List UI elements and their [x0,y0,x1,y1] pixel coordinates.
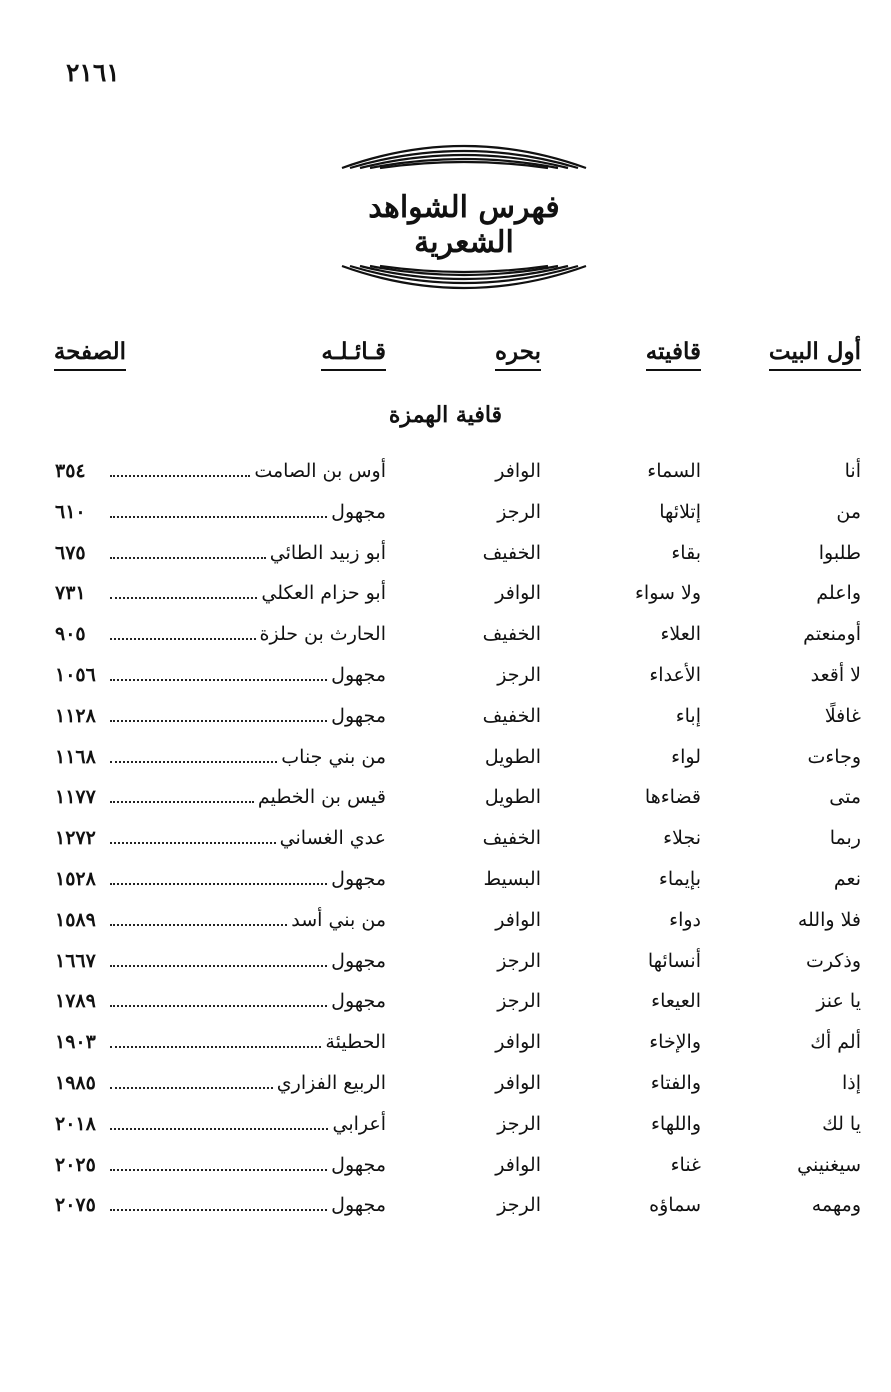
meter: الخفيف [482,541,541,564]
poet-cell [106,1194,386,1216]
page-ref: ١٦٦٧ [55,949,96,972]
rhyme: الأعداء [649,663,701,686]
poet-cell [106,950,386,972]
poet: أعرابي [332,1112,386,1135]
leader-dots [110,1046,321,1048]
page-ref: ٩٠٥ [55,623,86,646]
title-ornament [338,128,590,306]
rhyme: دواء [669,908,701,931]
meter: الرجز [497,500,541,523]
page-ref: ١٩٠٣ [55,1031,96,1054]
poet: مجهول [331,500,386,523]
poet-cell [106,1072,386,1094]
section-title: قافية الهمزة [388,402,503,428]
index-title: فهرس الشواهد الشعرية [368,190,560,260]
meter: الرجز [497,949,541,972]
first-word: طلبوا [818,541,861,564]
poet-cell [106,868,386,890]
leader-dots [110,761,277,763]
page-ref: ١٧٨٩ [55,990,96,1013]
page-ref: ٢٠٢٥ [55,1153,96,1176]
first-word: فلا والله [797,908,861,931]
meter: البسيط [483,867,541,890]
first-word: أنا [844,460,861,482]
header-page: الصفحة [54,338,126,371]
poet-cell [106,827,386,849]
index-table [0,460,891,1235]
meter: الخفيف [482,623,541,646]
first-word: أومنعتم [803,623,861,646]
rhyme: العيعاء [651,990,701,1013]
first-word: لا أقعد [810,663,861,686]
first-word: وجاءت [807,745,861,768]
leader-dots [110,801,254,803]
header-rhyme: قافيته [646,338,701,371]
rhyme: أنسائها [647,949,701,972]
table-row [0,868,891,909]
rhyme: بإيماء [658,867,701,890]
rhyme: ولا سواء [635,582,701,605]
poet-cell [106,990,386,1012]
meter: الخفيف [482,827,541,850]
page-ref: ١٥٢٨ [55,867,96,890]
page-ref: ٣٥٤ [55,460,86,482]
table-row [0,1194,891,1235]
rhyme: والفتاء [650,1071,701,1094]
leader-dots [110,1209,327,1211]
poet: من بني جناب [281,745,386,768]
poet-cell [106,746,386,768]
table-row [0,460,891,501]
table-row [0,705,891,746]
rhyme: السماء [647,460,701,482]
page-ref: ٢٠١٨ [55,1112,96,1135]
poet: مجهول [331,1194,386,1217]
leader-dots [110,1128,328,1130]
poet-cell [106,1031,386,1053]
page-ref: ١٠٥٦ [55,663,96,686]
first-word: واعلم [816,582,861,605]
page-ref: ١١٧٧ [55,786,96,809]
rhyme: غناء [670,1153,701,1176]
table-row [0,623,891,664]
first-word: إذا [841,1071,861,1094]
poet: من بني أسد [291,908,386,931]
table-row [0,542,891,583]
leader-dots [110,842,276,844]
first-word: يا عنز [816,990,861,1013]
poet: مجهول [331,867,386,890]
poet: مجهول [331,990,386,1013]
leader-dots [110,638,256,640]
poet: قيس بن الخطيم [257,786,386,809]
meter: الوافر [495,908,541,931]
rhyme: والإخاء [649,1031,701,1054]
column-headers [0,338,891,382]
meter: الوافر [495,582,541,605]
poet: مجهول [331,704,386,727]
rhyme: سماؤه [649,1194,701,1217]
header-poet: قـائـلـه [321,338,386,371]
page-ref: ١١٢٨ [55,704,96,727]
poet-cell [106,501,386,523]
poet: أبو حزام العكلي [261,582,386,605]
poet-cell [106,623,386,645]
table-row [0,1031,891,1072]
rhyme: العلاء [660,623,701,646]
poet: الحطيئة [325,1031,386,1054]
table-row [0,950,891,991]
rhyme: إباء [675,704,701,727]
page-ref: ٦١٠ [55,500,86,523]
poet-cell [106,705,386,727]
table-row [0,909,891,950]
leader-dots [110,1005,327,1007]
page-ref: ١٢٧٢ [55,827,96,850]
first-word: وذكرت [805,949,861,972]
meter: الوافر [495,1031,541,1054]
leader-dots [110,516,327,518]
first-word: ربما [829,827,861,850]
table-row [0,1113,891,1154]
rhyme: بقاء [671,541,701,564]
poet: عدي الغساني [279,827,386,850]
poet-cell [106,1154,386,1176]
first-word: نعم [833,867,861,890]
rhyme: قضاءها [644,786,701,809]
poet: الحارث بن حلزة [259,623,386,646]
poet-cell [106,582,386,604]
first-word: ألم أك [810,1031,861,1054]
poet-cell [106,786,386,808]
page-ref: ١٩٨٥ [55,1071,96,1094]
poet-cell [106,909,386,931]
leader-dots [110,883,327,885]
first-word: من [836,500,861,523]
header-meter: بحره [495,338,541,371]
poet: مجهول [331,663,386,686]
table-row [0,827,891,868]
page-ref: ٦٧٥ [55,541,86,564]
leader-dots [110,965,327,967]
poet: أوس بن الصامت [254,460,386,482]
leader-dots [110,720,327,722]
poet: الربيع الفزاري [276,1071,386,1094]
meter: الرجز [497,1112,541,1135]
table-row [0,501,891,542]
first-word: غافلًا [824,704,861,727]
meter: الوافر [495,460,541,482]
poet-cell [106,664,386,686]
leader-dots [110,924,287,926]
poet-cell [106,460,386,482]
page-ref: ١٥٨٩ [55,908,96,931]
poet-cell [106,1113,386,1135]
rhyme: واللهاء [650,1112,701,1135]
first-word: ومهمه [811,1194,861,1217]
page-ref: ١١٦٨ [55,745,96,768]
first-word: متى [829,786,861,809]
table-row [0,664,891,705]
leader-dots [110,1169,327,1171]
table-row [0,1072,891,1113]
poet-cell [106,542,386,564]
table-row [0,1154,891,1195]
meter: الرجز [497,1194,541,1217]
rhyme: إتلائها [659,500,701,523]
leader-dots [110,1087,273,1089]
meter: الخفيف [482,704,541,727]
meter: الوافر [495,1071,541,1094]
poet: مجهول [331,949,386,972]
table-row [0,746,891,787]
meter: الرجز [497,990,541,1013]
rhyme: نجلاء [663,827,701,850]
page-ref: ٢٠٧٥ [55,1194,96,1217]
leader-dots [110,475,250,477]
leader-dots [110,679,327,681]
page-ref: ٧٣١ [55,582,86,605]
table-row [0,990,891,1031]
table-row [0,786,891,827]
poet: أبو زبيد الطائي [269,541,386,564]
leader-dots [110,557,266,559]
first-word: يا لك [822,1112,861,1135]
first-word: سيغنيني [797,1153,861,1176]
leader-dots [110,597,257,599]
meter: الطويل [484,745,541,768]
meter: الوافر [495,1153,541,1176]
meter: الرجز [497,663,541,686]
rhyme: لواء [671,745,701,768]
header-first-word: أول البيت [769,338,861,371]
table-row [0,582,891,623]
meter: الطويل [484,786,541,809]
poet: مجهول [331,1153,386,1176]
page-number: ٢١٦١ [66,58,120,87]
